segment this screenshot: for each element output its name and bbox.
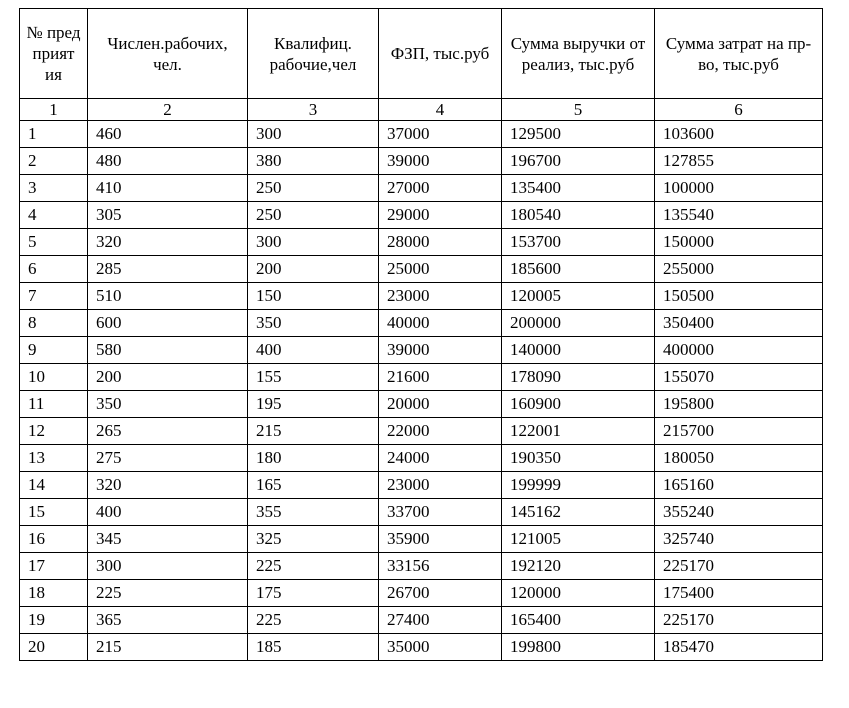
table-row bbox=[20, 148, 823, 175]
cell-production-costs: 127855 bbox=[655, 148, 823, 175]
cell-sales-revenue: 178090 bbox=[502, 364, 655, 391]
cell-sales-revenue: 120000 bbox=[502, 580, 655, 607]
cell-workers-count: 345 bbox=[88, 526, 248, 553]
cell-sales-revenue: 192120 bbox=[502, 553, 655, 580]
table-row bbox=[20, 580, 823, 607]
table-row bbox=[20, 229, 823, 256]
cell-sales-revenue: 200000 bbox=[502, 310, 655, 337]
cell-payroll-fund: 22000 bbox=[379, 418, 502, 445]
cell-qualified-workers: 215 bbox=[248, 418, 379, 445]
cell-production-costs: 103600 bbox=[655, 121, 823, 148]
cell-enterprise-number: 8 bbox=[20, 310, 88, 337]
cell-workers-count: 265 bbox=[88, 418, 248, 445]
header-sales-revenue: Сумма выручки от реализ, тыс.руб bbox=[502, 9, 655, 99]
cell-qualified-workers: 155 bbox=[248, 364, 379, 391]
cell-production-costs: 150000 bbox=[655, 229, 823, 256]
cell-payroll-fund: 20000 bbox=[379, 391, 502, 418]
cell-production-costs: 355240 bbox=[655, 499, 823, 526]
cell-qualified-workers: 300 bbox=[248, 229, 379, 256]
cell-workers-count: 285 bbox=[88, 256, 248, 283]
cell-sales-revenue: 190350 bbox=[502, 445, 655, 472]
cell-payroll-fund: 29000 bbox=[379, 202, 502, 229]
cell-production-costs: 255000 bbox=[655, 256, 823, 283]
cell-production-costs: 350400 bbox=[655, 310, 823, 337]
table-header-row bbox=[20, 9, 823, 99]
cell-production-costs: 195800 bbox=[655, 391, 823, 418]
cell-qualified-workers: 195 bbox=[248, 391, 379, 418]
cell-workers-count: 410 bbox=[88, 175, 248, 202]
cell-payroll-fund: 35900 bbox=[379, 526, 502, 553]
cell-enterprise-number: 20 bbox=[20, 634, 88, 661]
cell-qualified-workers: 380 bbox=[248, 148, 379, 175]
table-row bbox=[20, 391, 823, 418]
table-row bbox=[20, 337, 823, 364]
cell-enterprise-number: 12 bbox=[20, 418, 88, 445]
cell-qualified-workers: 300 bbox=[248, 121, 379, 148]
cell-sales-revenue: 145162 bbox=[502, 499, 655, 526]
cell-qualified-workers: 250 bbox=[248, 175, 379, 202]
table-body bbox=[20, 121, 823, 661]
cell-workers-count: 400 bbox=[88, 499, 248, 526]
table-row bbox=[20, 256, 823, 283]
cell-qualified-workers: 180 bbox=[248, 445, 379, 472]
cell-workers-count: 510 bbox=[88, 283, 248, 310]
cell-sales-revenue: 140000 bbox=[502, 337, 655, 364]
cell-payroll-fund: 23000 bbox=[379, 283, 502, 310]
cell-workers-count: 350 bbox=[88, 391, 248, 418]
enterprise-data-table bbox=[19, 8, 823, 661]
cell-production-costs: 400000 bbox=[655, 337, 823, 364]
header-payroll-fund: ФЗП, тыс.руб bbox=[379, 9, 502, 99]
table-row bbox=[20, 364, 823, 391]
table-row bbox=[20, 472, 823, 499]
cell-production-costs: 175400 bbox=[655, 580, 823, 607]
cell-payroll-fund: 23000 bbox=[379, 472, 502, 499]
table-row bbox=[20, 499, 823, 526]
cell-qualified-workers: 175 bbox=[248, 580, 379, 607]
cell-sales-revenue: 160900 bbox=[502, 391, 655, 418]
column-number: 5 bbox=[502, 99, 655, 121]
cell-workers-count: 305 bbox=[88, 202, 248, 229]
cell-sales-revenue: 122001 bbox=[502, 418, 655, 445]
cell-enterprise-number: 14 bbox=[20, 472, 88, 499]
cell-sales-revenue: 196700 bbox=[502, 148, 655, 175]
table-row bbox=[20, 283, 823, 310]
column-number: 6 bbox=[655, 99, 823, 121]
column-number: 2 bbox=[88, 99, 248, 121]
cell-payroll-fund: 33156 bbox=[379, 553, 502, 580]
cell-enterprise-number: 19 bbox=[20, 607, 88, 634]
cell-production-costs: 180050 bbox=[655, 445, 823, 472]
table-row bbox=[20, 553, 823, 580]
cell-production-costs: 215700 bbox=[655, 418, 823, 445]
cell-payroll-fund: 26700 bbox=[379, 580, 502, 607]
cell-qualified-workers: 325 bbox=[248, 526, 379, 553]
cell-sales-revenue: 199800 bbox=[502, 634, 655, 661]
cell-enterprise-number: 7 bbox=[20, 283, 88, 310]
cell-workers-count: 275 bbox=[88, 445, 248, 472]
cell-qualified-workers: 165 bbox=[248, 472, 379, 499]
cell-qualified-workers: 250 bbox=[248, 202, 379, 229]
cell-qualified-workers: 350 bbox=[248, 310, 379, 337]
cell-production-costs: 185470 bbox=[655, 634, 823, 661]
table-row bbox=[20, 445, 823, 472]
cell-enterprise-number: 18 bbox=[20, 580, 88, 607]
cell-qualified-workers: 355 bbox=[248, 499, 379, 526]
cell-production-costs: 325740 bbox=[655, 526, 823, 553]
cell-qualified-workers: 225 bbox=[248, 553, 379, 580]
cell-qualified-workers: 185 bbox=[248, 634, 379, 661]
header-enterprise-number: № пред прият ия bbox=[20, 9, 88, 99]
cell-payroll-fund: 21600 bbox=[379, 364, 502, 391]
column-number: 3 bbox=[248, 99, 379, 121]
cell-production-costs: 150500 bbox=[655, 283, 823, 310]
table-row bbox=[20, 202, 823, 229]
cell-enterprise-number: 17 bbox=[20, 553, 88, 580]
cell-sales-revenue: 153700 bbox=[502, 229, 655, 256]
cell-sales-revenue: 120005 bbox=[502, 283, 655, 310]
cell-enterprise-number: 16 bbox=[20, 526, 88, 553]
column-number-row bbox=[20, 99, 823, 121]
table-row bbox=[20, 121, 823, 148]
column-number: 1 bbox=[20, 99, 88, 121]
cell-sales-revenue: 180540 bbox=[502, 202, 655, 229]
column-number: 4 bbox=[379, 99, 502, 121]
cell-workers-count: 600 bbox=[88, 310, 248, 337]
cell-enterprise-number: 10 bbox=[20, 364, 88, 391]
cell-production-costs: 135540 bbox=[655, 202, 823, 229]
cell-workers-count: 200 bbox=[88, 364, 248, 391]
table-row bbox=[20, 634, 823, 661]
cell-enterprise-number: 1 bbox=[20, 121, 88, 148]
cell-workers-count: 365 bbox=[88, 607, 248, 634]
cell-production-costs: 100000 bbox=[655, 175, 823, 202]
cell-sales-revenue: 185600 bbox=[502, 256, 655, 283]
cell-enterprise-number: 4 bbox=[20, 202, 88, 229]
table-row bbox=[20, 418, 823, 445]
cell-sales-revenue: 129500 bbox=[502, 121, 655, 148]
cell-sales-revenue: 165400 bbox=[502, 607, 655, 634]
table-row bbox=[20, 526, 823, 553]
table-row bbox=[20, 310, 823, 337]
cell-payroll-fund: 39000 bbox=[379, 337, 502, 364]
table-row bbox=[20, 175, 823, 202]
cell-enterprise-number: 5 bbox=[20, 229, 88, 256]
cell-qualified-workers: 150 bbox=[248, 283, 379, 310]
cell-payroll-fund: 27400 bbox=[379, 607, 502, 634]
cell-sales-revenue: 135400 bbox=[502, 175, 655, 202]
cell-payroll-fund: 28000 bbox=[379, 229, 502, 256]
cell-enterprise-number: 2 bbox=[20, 148, 88, 175]
cell-workers-count: 320 bbox=[88, 472, 248, 499]
cell-payroll-fund: 35000 bbox=[379, 634, 502, 661]
cell-enterprise-number: 6 bbox=[20, 256, 88, 283]
cell-workers-count: 215 bbox=[88, 634, 248, 661]
header-production-costs: Сумма затрат на пр-во, тыс.руб bbox=[655, 9, 823, 99]
cell-payroll-fund: 33700 bbox=[379, 499, 502, 526]
cell-qualified-workers: 400 bbox=[248, 337, 379, 364]
cell-workers-count: 460 bbox=[88, 121, 248, 148]
cell-payroll-fund: 40000 bbox=[379, 310, 502, 337]
cell-enterprise-number: 9 bbox=[20, 337, 88, 364]
cell-payroll-fund: 25000 bbox=[379, 256, 502, 283]
header-workers-count: Числен.рабочих, чел. bbox=[88, 9, 248, 99]
cell-sales-revenue: 199999 bbox=[502, 472, 655, 499]
cell-workers-count: 480 bbox=[88, 148, 248, 175]
cell-workers-count: 225 bbox=[88, 580, 248, 607]
cell-workers-count: 580 bbox=[88, 337, 248, 364]
cell-production-costs: 225170 bbox=[655, 553, 823, 580]
cell-payroll-fund: 24000 bbox=[379, 445, 502, 472]
cell-payroll-fund: 27000 bbox=[379, 175, 502, 202]
cell-payroll-fund: 39000 bbox=[379, 148, 502, 175]
cell-qualified-workers: 225 bbox=[248, 607, 379, 634]
cell-sales-revenue: 121005 bbox=[502, 526, 655, 553]
cell-enterprise-number: 3 bbox=[20, 175, 88, 202]
table-row bbox=[20, 607, 823, 634]
cell-enterprise-number: 15 bbox=[20, 499, 88, 526]
cell-production-costs: 165160 bbox=[655, 472, 823, 499]
cell-production-costs: 155070 bbox=[655, 364, 823, 391]
cell-qualified-workers: 200 bbox=[248, 256, 379, 283]
cell-workers-count: 300 bbox=[88, 553, 248, 580]
header-qualified-workers: Квалифиц. рабочие,чел bbox=[248, 9, 379, 99]
cell-enterprise-number: 11 bbox=[20, 391, 88, 418]
cell-enterprise-number: 13 bbox=[20, 445, 88, 472]
cell-workers-count: 320 bbox=[88, 229, 248, 256]
cell-production-costs: 225170 bbox=[655, 607, 823, 634]
cell-payroll-fund: 37000 bbox=[379, 121, 502, 148]
